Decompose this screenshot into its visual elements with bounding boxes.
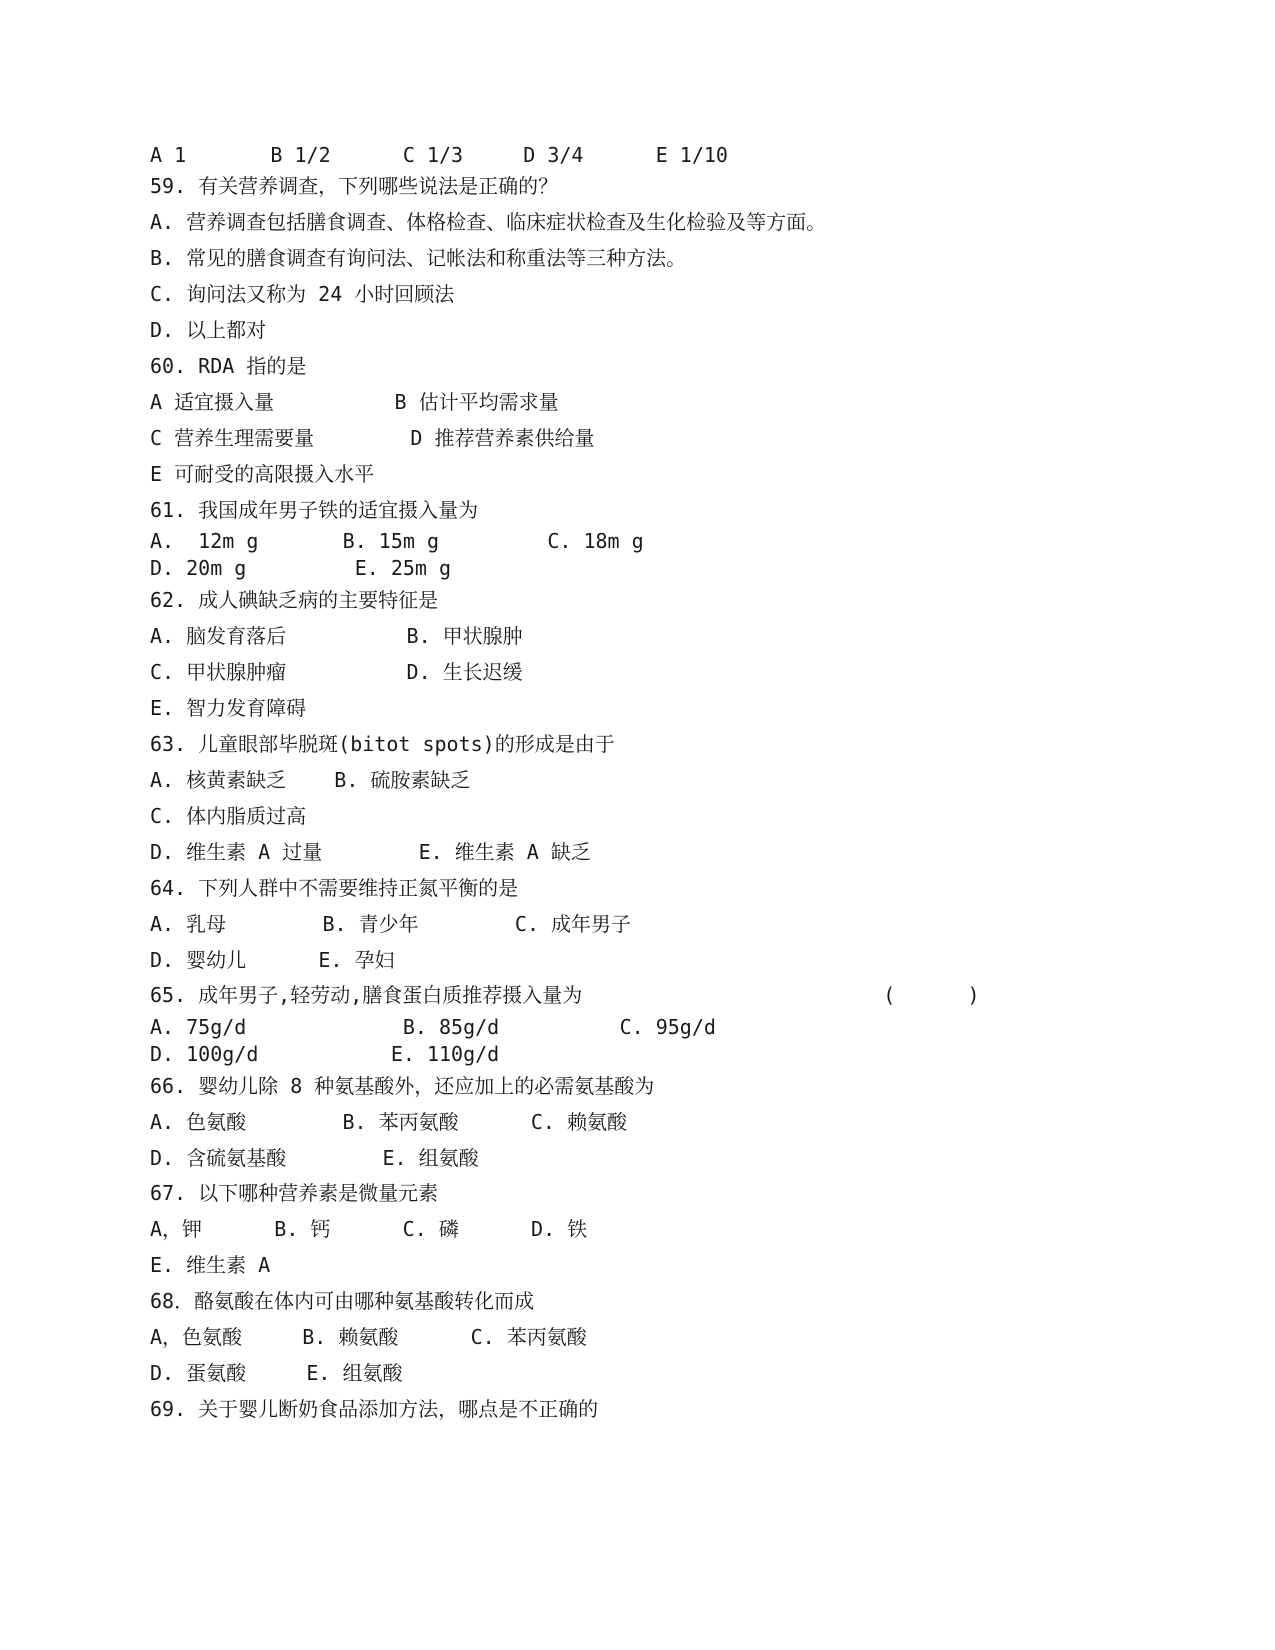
- text-line: C 营养生理需要量 D 推荐营养素供给量: [150, 426, 595, 450]
- question-62-stem: 62. 成人碘缺乏病的主要特征是: [150, 588, 439, 612]
- text-line: A. 脑发育落后 B. 甲状腺肿: [150, 624, 523, 648]
- text-line: A. 12m g B. 15m g C. 18m g: [150, 529, 644, 553]
- text-line: A 1 B 1/2 C 1/3 D 3/4 E 1/10: [150, 143, 728, 167]
- text-line: E 可耐受的高限摄入水平: [150, 462, 375, 486]
- text-line: A. 色氨酸 B. 苯丙氨酸 C. 赖氨酸: [150, 1110, 627, 1134]
- question-64-stem: 64. 下列人群中不需要维持正氮平衡的是: [150, 876, 519, 900]
- text-line: C. 甲状腺肿瘤 D. 生长迟缓: [150, 660, 523, 684]
- text-line: A 适宜摄入量 B 估计平均需求量: [150, 390, 559, 414]
- text-line: C. 体内脂质过高: [150, 804, 307, 828]
- question-65-stem: 65. 成年男子,轻劳动,膳食蛋白质推荐摄入量为 ( ): [150, 983, 980, 1007]
- text-line: D. 维生素 A 过量 E. 维生素 A 缺乏: [150, 840, 591, 864]
- text-line: B. 常见的膳食调查有询问法、记帐法和称重法等三种方法。: [150, 246, 687, 270]
- text-line: E. 维生素 A: [150, 1253, 271, 1277]
- text-line: D. 蛋氨酸 E. 组氨酸: [150, 1361, 403, 1385]
- text-line: D. 100g/d E. 110g/d: [150, 1042, 500, 1066]
- question-66-stem: 66. 婴幼儿除 8 种氨基酸外，还应加上的必需氨基酸为: [150, 1074, 655, 1098]
- text-line: D. 婴幼儿 E. 孕妇: [150, 948, 395, 972]
- question-68-stem: 68．酪氨酸在体内可由哪种氨基酸转化而成: [150, 1289, 535, 1313]
- question-61-stem: 61. 我国成年男子铁的适宜摄入量为: [150, 498, 479, 522]
- question-67-stem: 67. 以下哪种营养素是微量元素: [150, 1181, 439, 1205]
- text-line: E. 智力发育障碍: [150, 696, 307, 720]
- text-line: D. 含硫氨基酸 E. 组氨酸: [150, 1146, 479, 1170]
- question-60-stem: 60. RDA 指的是: [150, 354, 307, 378]
- question-59-stem: 59. 有关营养调查，下列哪些说法是正确的？: [150, 174, 559, 198]
- question-69-stem: 69. 关于婴儿断奶食品添加方法，哪点是不正确的: [150, 1397, 599, 1421]
- text-line: A，色氨酸 B. 赖氨酸 C. 苯丙氨酸: [150, 1325, 587, 1349]
- text-line: A. 乳母 B. 青少年 C. 成年男子: [150, 912, 632, 936]
- text-line: C. 询问法又称为 24 小时回顾法: [150, 282, 455, 306]
- text-line: A，钾 B. 钙 C. 磷 D. 铁: [150, 1217, 588, 1241]
- question-63-stem: 63. 儿童眼部毕脱斑(bitot spots)的形成是由于: [150, 732, 615, 756]
- text-line: A. 营养调查包括膳食调查、体格检查、临床症状检查及生化检验及等方面。: [150, 210, 827, 234]
- text-line: D. 以上都对: [150, 318, 267, 342]
- text-line: A. 75g/d B. 85g/d C. 95g/d: [150, 1015, 716, 1039]
- text-line: A. 核黄素缺乏 B. 硫胺素缺乏: [150, 768, 471, 792]
- text-line: D. 20m g E. 25m g: [150, 556, 452, 580]
